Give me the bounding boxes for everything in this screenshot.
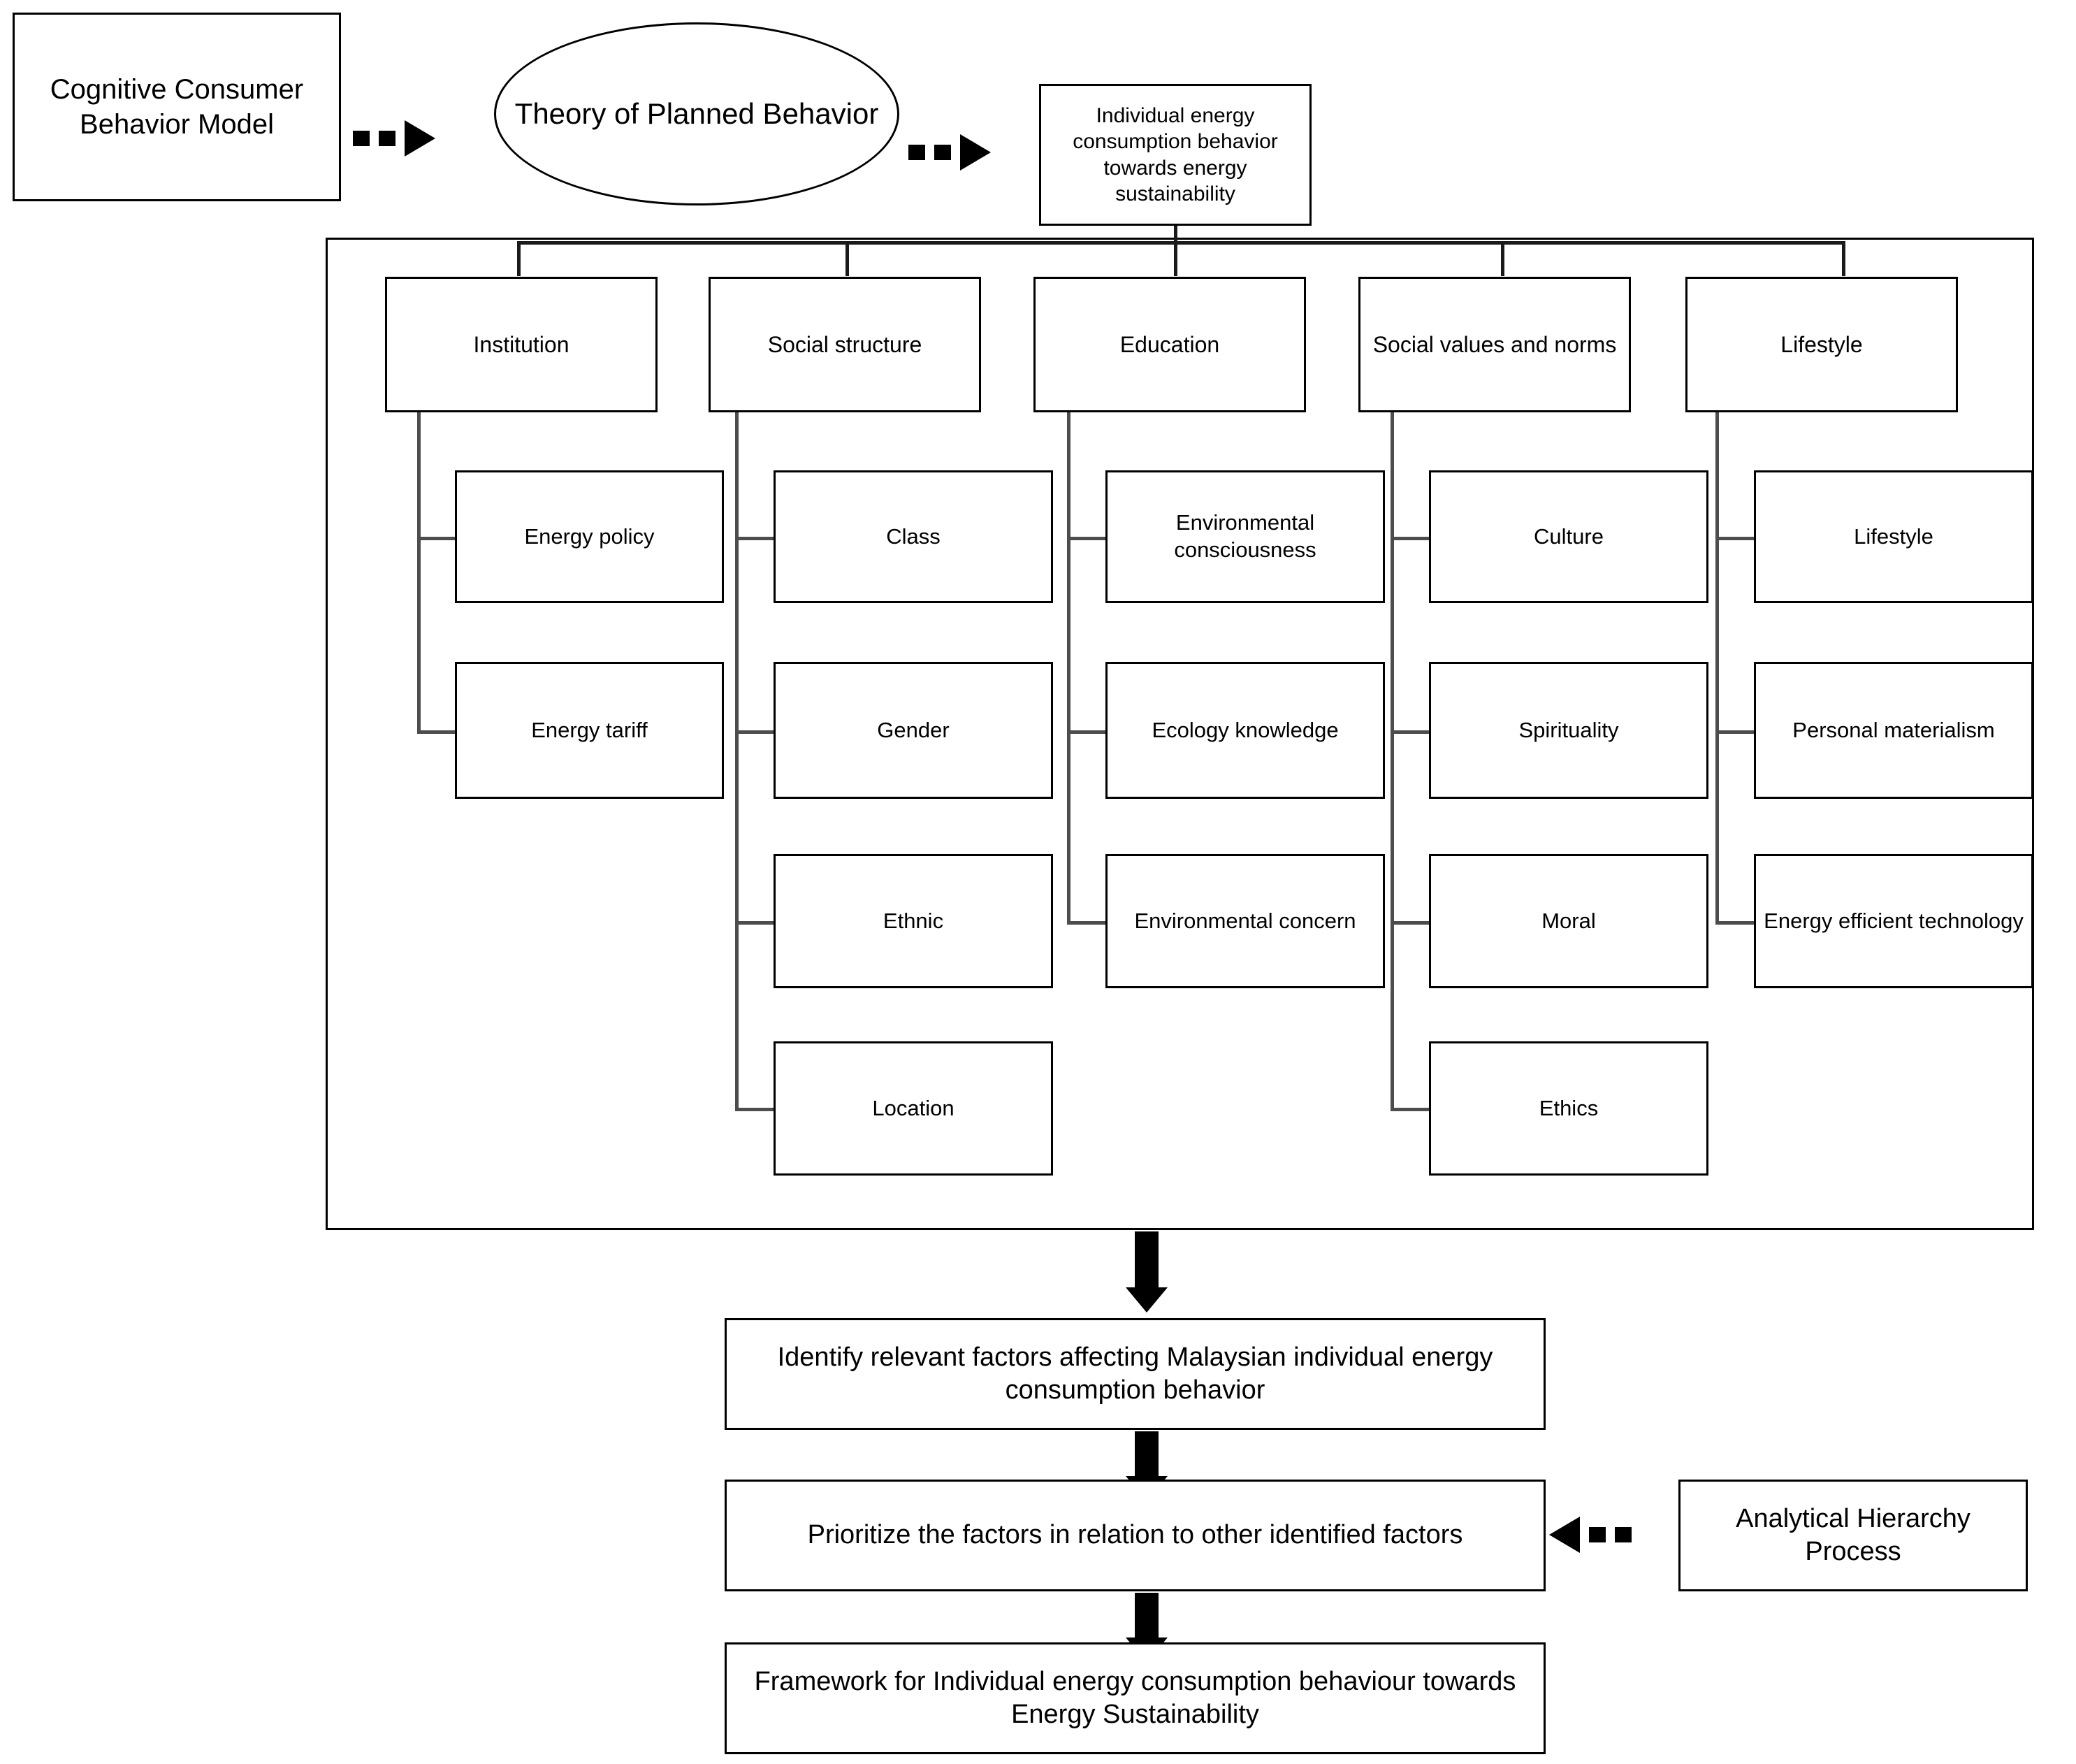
arrow-model-to-theory: [353, 120, 435, 157]
connector-lifestyle-1: [1715, 537, 1755, 540]
connector-drop-social-values: [1501, 241, 1504, 276]
connector-education-2: [1067, 730, 1106, 734]
category-education: Education: [1033, 277, 1306, 412]
connector-education-3: [1067, 921, 1106, 925]
connector-drop-lifestyle: [1842, 241, 1845, 276]
node-cognitive-consumer-behavior-model: Cognitive Consumer Behavior Model: [13, 13, 341, 201]
connector-bus: [517, 241, 1845, 245]
connector-drop-social-structure: [845, 241, 849, 276]
connector-social-structure-spine: [735, 412, 739, 1111]
node-theory-of-planned-behavior: Theory of Planned Behavior: [494, 22, 899, 205]
connector-drop-education: [1174, 241, 1177, 276]
leaf-energy-tariff: Energy tariff: [455, 662, 724, 799]
connector-education-spine: [1067, 412, 1070, 923]
leaf-location: Location: [774, 1041, 1053, 1176]
leaf-environmental-concern: Environmental concern: [1105, 854, 1385, 988]
arrow-stem: [1135, 1431, 1159, 1480]
arrow-dash: [353, 131, 370, 146]
leaf-personal-materialism: Personal materialism: [1754, 662, 2033, 799]
arrow-theory-to-outcome: [908, 134, 991, 171]
connector-lifestyle-2: [1715, 730, 1755, 734]
connector-social-structure-4: [735, 1108, 774, 1111]
leaf-lifestyle: Lifestyle: [1754, 470, 2033, 603]
flow-step-prioritize-factors: Prioritize the factors in relation to other identified factors: [725, 1480, 1546, 1591]
connector-institution-2: [417, 730, 456, 734]
arrow-dash: [934, 145, 951, 160]
leaf-gender: Gender: [774, 662, 1053, 799]
flow-step-identify-factors: Identify relevant factors affecting Malaysian individual energy consumption behavior: [725, 1318, 1546, 1430]
connector-institution-spine: [417, 412, 421, 734]
node-individual-energy-consumption-behavior: Individual energy consumption behavior towards energy sustainability: [1039, 84, 1312, 226]
arrow-head-icon: [1549, 1517, 1580, 1553]
leaf-moral: Moral: [1429, 854, 1708, 988]
connector-social-values-2: [1391, 730, 1430, 734]
arrow-dash: [379, 131, 395, 146]
connector-social-values-1: [1391, 537, 1430, 540]
leaf-ethnic: Ethnic: [774, 854, 1053, 988]
connector-social-values-spine: [1391, 412, 1394, 1111]
leaf-energy-efficient-technology: Energy efficient technology: [1754, 854, 2033, 988]
arrow-dash: [908, 145, 925, 160]
leaf-spirituality: Spirituality: [1429, 662, 1708, 799]
leaf-class: Class: [774, 470, 1053, 603]
leaf-ethics: Ethics: [1429, 1041, 1708, 1176]
leaf-energy-policy: Energy policy: [455, 470, 724, 603]
category-lifestyle: Lifestyle: [1685, 277, 1958, 412]
connector-drop-institution: [517, 241, 521, 276]
category-social-values-and-norms: Social values and norms: [1358, 277, 1631, 412]
arrow-head-icon: [1126, 1287, 1168, 1313]
node-analytical-hierarchy-process: Analytical Hierarchy Process: [1678, 1480, 2028, 1591]
arrow-stem: [1135, 1231, 1159, 1290]
arrow-head-icon: [960, 134, 991, 171]
arrow-head-icon: [405, 120, 435, 157]
connector-social-values-4: [1391, 1108, 1430, 1111]
arrow-ahp-to-step2: [1549, 1517, 1641, 1553]
leaf-environmental-consciousness: Environmental consciousness: [1105, 470, 1385, 603]
connector-lifestyle-spine: [1715, 412, 1719, 923]
connector-social-values-3: [1391, 921, 1430, 925]
leaf-ecology-knowledge: Ecology knowledge: [1105, 662, 1385, 799]
arrow-dash: [1615, 1527, 1632, 1542]
category-social-structure: Social structure: [709, 277, 981, 412]
category-institution: Institution: [385, 277, 658, 412]
leaf-culture: Culture: [1429, 470, 1708, 603]
arrow-stem: [1135, 1593, 1159, 1642]
connector-education-1: [1067, 537, 1106, 540]
arrow-dash: [1589, 1527, 1606, 1542]
connector-social-structure-3: [735, 921, 774, 925]
connector-social-structure-2: [735, 730, 774, 734]
connector-institution-1: [417, 537, 456, 540]
connector-social-structure-1: [735, 537, 774, 540]
connector-lifestyle-3: [1715, 921, 1755, 925]
arrow-frame-to-step1: [1084, 1231, 1210, 1315]
flow-step-framework-output: Framework for Individual energy consumption behaviour towards Energy Sustainability: [725, 1642, 1546, 1754]
